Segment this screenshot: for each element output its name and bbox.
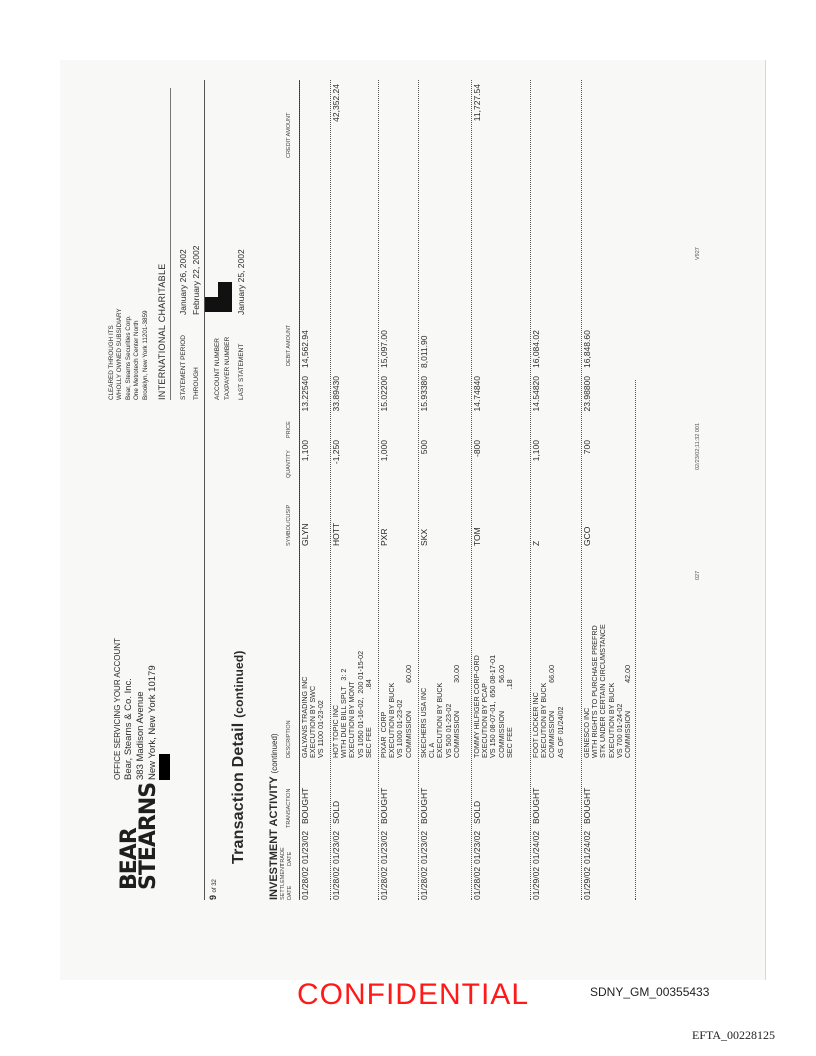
description-line: FOOT LOCKER INC xyxy=(531,692,540,758)
office-line: OFFICE SERVICING YOUR ACCOUNT xyxy=(113,638,122,780)
clearing-line: One Metrotech Center North xyxy=(133,320,141,400)
row-separator xyxy=(299,80,300,900)
transaction-type: BOUGHT xyxy=(419,787,429,824)
price: 14.74840 xyxy=(472,376,482,412)
col-description: DESCRIPTION xyxy=(286,720,292,758)
transaction-description xyxy=(332,651,373,758)
description-line: CL A xyxy=(427,742,437,758)
section-heading xyxy=(268,733,280,900)
statement-period-value: January 26, 2002 xyxy=(178,249,188,315)
description-line: COMMISSION 30.00 xyxy=(451,664,461,758)
price: 15.02200 xyxy=(379,376,389,412)
settlement-date: 01/28/02 xyxy=(379,866,389,900)
description-line: GENESCO INC xyxy=(582,707,591,758)
col-trade-date-l2: DATE xyxy=(286,851,293,866)
redaction-bar xyxy=(218,282,232,312)
efta-number: EFTA_00228125 xyxy=(692,1028,776,1042)
row-separator xyxy=(378,80,379,900)
settlement-date: 01/28/02 xyxy=(300,866,310,900)
through-date xyxy=(191,245,201,400)
description-line: COMMISSION 66.00 xyxy=(547,664,557,758)
symbol: Z xyxy=(531,540,541,546)
col-trade-date-l1: TRADE xyxy=(280,847,286,866)
title-main: Transaction Detail xyxy=(230,722,247,864)
account-name: INTERNATIONAL CHARITABLE xyxy=(157,263,167,400)
clearing-line: WHOLLY OWNED SUBSIDIARY xyxy=(116,308,124,400)
description-line: EXECUTION BY BUCK xyxy=(606,682,616,758)
price: 13.22540 xyxy=(300,376,310,412)
section-sub: (continued) xyxy=(270,733,279,774)
description-line: VS 150 08-07-01, 650 08-17-01 xyxy=(488,654,498,758)
description-line: COMMISSION 56.00 xyxy=(496,664,506,758)
quantity: 500 xyxy=(419,440,429,455)
quantity: -1,250 xyxy=(331,440,341,465)
description-line: VS 500 01-23-02 xyxy=(443,703,453,758)
last-statement-value: January 25, 2002 xyxy=(236,249,246,315)
transaction-type: BOUGHT xyxy=(300,787,310,824)
transaction-description xyxy=(420,665,461,758)
office-servicing-block xyxy=(112,638,170,780)
office-line: 383 Madison Avenue xyxy=(135,691,146,780)
quantity: 700 xyxy=(582,440,592,455)
symbol: SKX xyxy=(419,528,429,546)
description-line: PIXAR CORP xyxy=(379,711,388,758)
footer-left-code: 027 xyxy=(695,570,701,580)
transaction-type: SOLD xyxy=(331,800,341,824)
symbol: TOM xyxy=(472,527,482,546)
symbol: HOTT xyxy=(331,522,341,546)
footer-right-code: V927 xyxy=(695,247,701,260)
description-line: WITH DUE BILL SPLT 3: 2 xyxy=(339,668,349,758)
credit-amount: 42,352.24 xyxy=(331,84,341,122)
row-separator xyxy=(530,80,531,900)
bear-stearns-logo xyxy=(117,782,161,890)
trade-date: 01/24/02 xyxy=(582,830,592,864)
debit-amount: 8,011.90 xyxy=(419,335,429,368)
description-line: EXECUTION BY BUCK xyxy=(387,682,397,758)
settlement-date: 01/28/02 xyxy=(331,866,341,900)
trade-date: 01/23/02 xyxy=(300,830,310,864)
description-line: AS OF 01/24/02 xyxy=(555,706,565,758)
trade-date: 01/23/02 xyxy=(331,830,341,864)
description-line: GALYANS TRADING INC xyxy=(300,676,309,758)
description-line: VS 700 01-24-02 xyxy=(614,703,624,758)
description-line: COMMISSION 42.00 xyxy=(623,664,633,758)
col-quantity: QUANTITY xyxy=(286,450,292,478)
description-line: STK UNDER CERTAIN CIRCUMSTANCE xyxy=(598,624,608,758)
confidential-stamp: CONFIDENTIAL xyxy=(296,978,530,1011)
section-main: INVESTMENT ACTIVITY xyxy=(268,776,280,900)
debit-amount: 14,562.94 xyxy=(300,330,310,368)
price: 14.54820 xyxy=(531,376,541,412)
clearing-line: CLEARED THROUGH ITS xyxy=(108,325,115,400)
clearing-block xyxy=(108,308,150,400)
price: 33.89430 xyxy=(331,376,341,412)
symbol: GCO xyxy=(582,526,592,546)
page-current: 9 xyxy=(208,894,218,900)
debit-amount: 16,084.02 xyxy=(531,330,541,368)
debit-amount: 15,097.00 xyxy=(379,330,389,368)
transaction-description xyxy=(532,665,565,758)
settlement-date: 01/29/02 xyxy=(582,866,592,900)
settlement-date: 01/28/02 xyxy=(472,866,482,900)
row-separator xyxy=(471,80,472,900)
description-line: SKECHERS USA INC xyxy=(419,687,428,758)
description-line: EXECUTION BY BUCK xyxy=(435,682,445,758)
statement-period xyxy=(178,249,188,400)
title-sub: (continued) xyxy=(232,650,246,718)
quantity: 1,000 xyxy=(379,440,389,462)
transaction-type: SOLD xyxy=(472,800,482,824)
description-line: VS 1000 01-23-02 xyxy=(395,699,405,758)
description-line: EXECUTION BY SWC xyxy=(308,685,318,758)
header-rule xyxy=(170,88,171,400)
taxpayer-number-label: TAXPAYER NUMBER xyxy=(224,336,231,400)
description-line: HOT TOPIC INC xyxy=(331,704,340,758)
col-settlement-date-l1: SETTLEMENT xyxy=(280,863,286,900)
page-total: of 32 xyxy=(212,879,218,893)
symbol: GLYN xyxy=(300,523,310,546)
clearing-line: Bear, Stearns Securities Corp. xyxy=(124,315,132,400)
clearing-line: Brooklyn, New York 11201-3859 xyxy=(141,310,149,400)
description-line: WITH RIGHTS TO PURCHASE PREFRD xyxy=(590,625,600,758)
transaction-type: BOUGHT xyxy=(582,787,592,824)
price: 23.98800 xyxy=(582,376,592,412)
account-number-label: ACCOUNT NUMBER xyxy=(214,338,221,400)
description-line: VS 1100 01-23-02 xyxy=(316,700,326,758)
logo-line-1: BEAR xyxy=(117,828,142,890)
col-settlement-date-l2: DATE xyxy=(286,885,293,900)
transaction-description xyxy=(380,665,413,758)
col-transaction: TRANSACTION xyxy=(286,788,292,828)
transaction-description xyxy=(301,677,326,758)
through-date-label: THROUGH xyxy=(193,367,200,400)
description-line: EXECUTION BY BUCK xyxy=(539,682,549,758)
transaction-description xyxy=(583,624,632,758)
statement-period-label: STATEMENT PERIOD xyxy=(180,334,187,400)
description-line: SEC FEE .84 xyxy=(363,679,373,758)
trade-date: 01/23/02 xyxy=(472,830,482,864)
debit-amount: 16,848.60 xyxy=(582,330,592,368)
col-price: PRICE xyxy=(286,421,292,438)
page-title xyxy=(230,650,248,864)
office-line: Bear, Stearns & Co. Inc. xyxy=(123,678,134,780)
last-statement-label: LAST STATEMENT xyxy=(238,343,245,400)
row-separator xyxy=(635,380,636,900)
settlement-date: 01/29/02 xyxy=(531,866,541,900)
col-debit: DEBIT AMOUNT xyxy=(286,324,292,366)
redaction-bar xyxy=(159,754,170,780)
row-separator xyxy=(418,80,419,900)
description-line: SEC FEE .18 xyxy=(504,679,514,758)
row-separator xyxy=(330,80,331,900)
quantity: -800 xyxy=(472,440,482,458)
trade-date: 01/24/02 xyxy=(531,830,541,864)
page-number xyxy=(208,879,218,900)
redacted-zip-block xyxy=(159,638,170,780)
col-trade-date xyxy=(280,847,293,866)
transaction-description xyxy=(473,655,514,758)
trade-date: 01/23/02 xyxy=(419,830,429,864)
bates-number: SDNY_GM_00355433 xyxy=(590,985,710,999)
row-separator xyxy=(581,80,582,900)
office-line: New York, New York 10179 xyxy=(147,665,158,780)
symbol: PXR xyxy=(379,528,389,546)
price: 15.93380 xyxy=(419,376,429,412)
credit-amount: 11,727.54 xyxy=(472,84,482,122)
trade-date: 01/23/02 xyxy=(379,830,389,864)
col-credit: CREDIT AMOUNT xyxy=(286,112,292,158)
through-date-value: February 22, 2002 xyxy=(191,245,201,315)
transaction-type: BOUGHT xyxy=(531,787,541,824)
quantity: 1,100 xyxy=(531,440,541,462)
description-line: EXECUTION BY PCAP xyxy=(480,683,490,758)
col-symbol: SYMBOL/CUSIP xyxy=(286,504,292,546)
taxpayer-number xyxy=(224,337,231,400)
page-rule xyxy=(204,80,205,900)
col-settlement-date xyxy=(280,864,293,900)
description-line: TOMMY HILFIGER CORP-ORD xyxy=(472,655,481,758)
transaction-type: BOUGHT xyxy=(379,787,389,824)
account-number xyxy=(214,338,221,400)
description-line: EXECUTION BY MONT xyxy=(347,681,357,758)
description-line: COMMISSION 60.00 xyxy=(403,664,413,758)
description-line: VS 1050 01-16-02, 200 01-15-02 xyxy=(355,650,365,758)
quantity: 1,100 xyxy=(300,440,310,462)
last-statement xyxy=(236,249,246,400)
settlement-date: 01/28/02 xyxy=(419,866,429,900)
statement-rotated xyxy=(100,80,710,900)
footer-timestamp: 02/23/02;11:32 001 xyxy=(695,423,701,470)
logo-line-2: STEARNS xyxy=(136,782,161,890)
